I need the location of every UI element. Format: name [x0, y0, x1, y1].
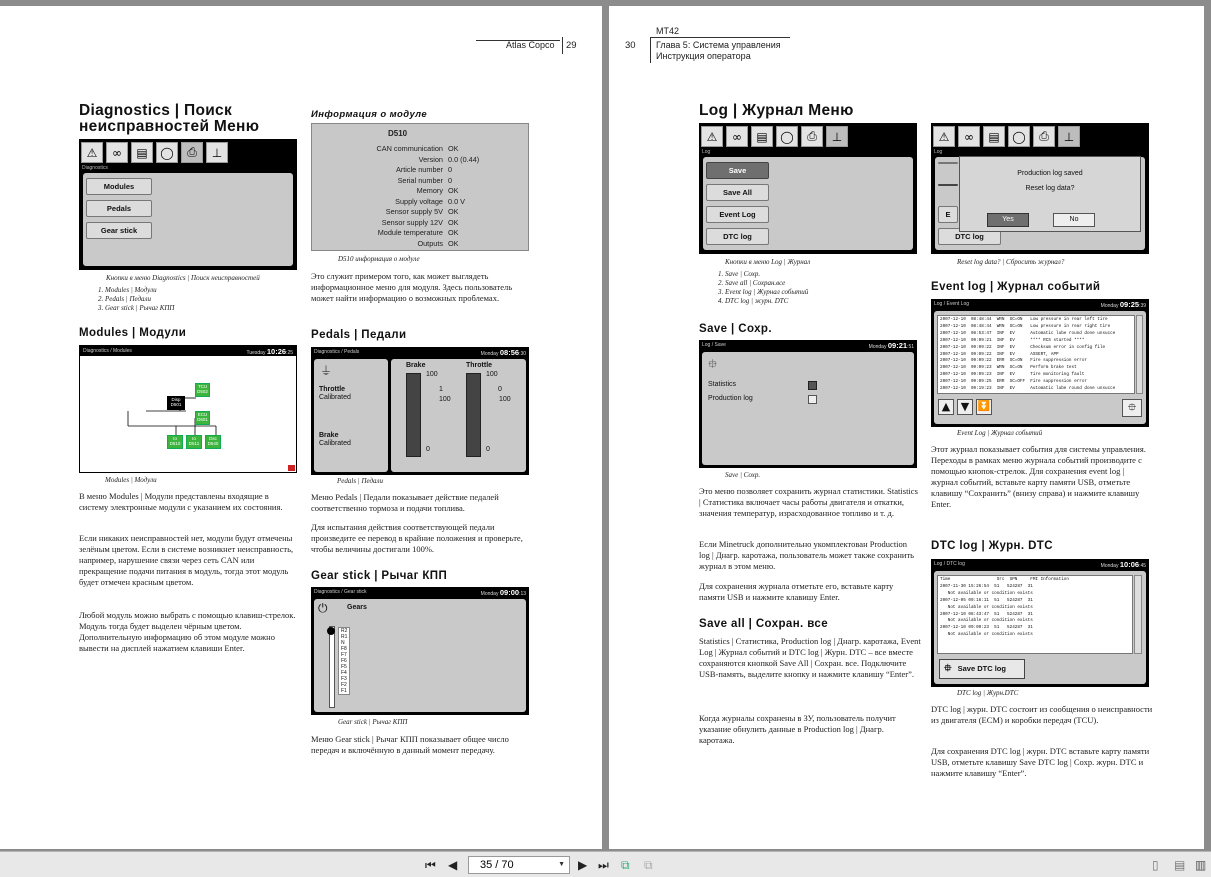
save-paragraph-1: Это меню позволяет сохранить журнал статистики. Statistics | Статистика включает часы работы двигателя и откатки, значения температур, израсходованное топливо и т. д.: [699, 486, 918, 518]
brake-state: Calibrated: [319, 440, 351, 447]
info-key: Serial number: [397, 175, 443, 185]
info-value: OK: [448, 217, 459, 227]
save-all-paragraph-1: Statistics | Статистика, Production log | Днагр. каротажа, Event Log | Журнал событий и DTC log | Журн. DTC – все вместе сохраняются кнопкой Save All | Сохран. все. Подключите USB-память, выделите кнопку и нажмите клавишу “Enter”.: [699, 636, 921, 679]
list-item: 2. Pedals | Педали: [105, 295, 174, 304]
module-dsc-d540[interactable]: Dsc D540: [205, 435, 221, 449]
module-tcu[interactable]: TCU D502: [195, 383, 210, 397]
chart-icon[interactable]: ⊥: [1058, 126, 1080, 147]
brake-bar-max: 100: [426, 371, 438, 378]
previous-page-icon[interactable]: ◀: [448, 858, 458, 872]
list-item: 2. Save all | Сохран.все: [725, 279, 808, 288]
gear-stick-button[interactable]: Gear stick: [86, 222, 152, 239]
save-button[interactable]: Save: [706, 162, 769, 179]
screen-path: Diagnostics / Gear stick: [314, 589, 367, 595]
log-row: 2007-12-10 09:19:23 INF EV Automatic lube round done unsucce: [940, 386, 1116, 392]
screen-topbar: [80, 346, 296, 356]
brake-bar-title: Brake: [406, 362, 426, 369]
navigate-icon: ⯐: [708, 357, 718, 371]
gear-stick-caption: Gear stick | Рычаг КПП: [338, 718, 408, 726]
document-icon[interactable]: ▤: [983, 126, 1005, 147]
event-log-list[interactable]: [937, 315, 1135, 394]
scrollbar[interactable]: [1136, 315, 1143, 394]
save-all-button[interactable]: Save All: [706, 184, 769, 201]
statistics-checkbox[interactable]: [808, 381, 817, 390]
go-back-view-icon[interactable]: ⧉: [621, 858, 630, 872]
clock: Monday 10:06:45: [1100, 560, 1146, 569]
header-brand: Atlas Copco: [506, 40, 555, 50]
clock-seconds: 51: [908, 344, 914, 350]
log-row: 2007-12-05 09:16:11 51 524287 31: [940, 597, 1033, 603]
gear-track: [329, 626, 335, 708]
reset-dialog: [959, 156, 1141, 232]
info-value: OK: [448, 186, 459, 195]
dtc-log-caption: DTC log | Журн.DTC: [957, 689, 1019, 697]
clock-seconds: 30: [520, 351, 526, 357]
gear-stick-title: Gear stick | Рычаг КПП: [311, 570, 448, 582]
clock-time: 10:06: [1119, 560, 1140, 569]
screen-topbar: [311, 587, 529, 597]
page-down-icon[interactable]: ⏬: [976, 399, 992, 415]
clock-seconds: 13: [520, 591, 526, 597]
info-row: [312, 165, 528, 174]
clock: Monday 09:25:39: [1100, 300, 1146, 309]
warning-icon[interactable]: ⚠: [81, 142, 103, 163]
list-item: 3. Event log | Журнал событий: [725, 288, 808, 297]
screen-body: [83, 173, 293, 266]
info-value: OK: [448, 238, 459, 248]
document-icon[interactable]: ▤: [751, 126, 773, 147]
device-id: D510: [388, 129, 408, 138]
info-key: Memory: [416, 186, 443, 195]
clock-time: 09:00: [499, 588, 520, 597]
page-30: [609, 6, 1204, 849]
clock-day: Monday: [868, 344, 887, 350]
clock-time: 09:25: [1119, 300, 1140, 309]
info-row: [312, 218, 528, 227]
throttle-bar-value: 0: [498, 386, 502, 393]
pedals-screen: [311, 347, 529, 475]
scrollbar[interactable]: [1134, 575, 1142, 654]
clock-day: Monday: [480, 351, 499, 357]
module-info-paragraph: Это служит примером того, как может выглядеть информационное меню для модуля. Здесь пользователь может найти информацию о возможных проблемах.: [311, 271, 513, 303]
arrow-down-icon[interactable]: ▼: [957, 399, 973, 415]
info-value: OK: [448, 207, 459, 216]
chart-icon[interactable]: ⊥: [206, 142, 228, 163]
gear-panel: [314, 599, 526, 712]
module-disp[interactable]: Disp D501: [167, 396, 185, 410]
brake-bar-min: 0: [426, 446, 430, 453]
info-row: [312, 144, 528, 153]
dialog-message: Production log saved: [1017, 170, 1083, 177]
pedal-bars-panel: [391, 359, 526, 472]
module-diagram: [80, 356, 296, 472]
clock-seconds: 45: [1140, 563, 1146, 569]
dtc-log-screen: [931, 559, 1149, 687]
list-item: 4. DTC log | журн. DTC: [725, 297, 808, 306]
log-row: Time Src SPN FMI Information: [940, 577, 1069, 582]
modules-screen: [79, 345, 297, 473]
log-menu-caption: Кнопки в меню Log | Журнал: [725, 258, 811, 266]
first-page-icon[interactable]: ⏮: [425, 858, 436, 872]
save-all-button[interactable]: [938, 184, 958, 186]
screen-topbar: [699, 340, 917, 350]
dtc-log-button[interactable]: DTC log: [706, 228, 769, 245]
gears-label: Gears: [347, 604, 367, 611]
module-io-d511[interactable]: Io D511: [186, 435, 202, 449]
dialog-question: Reset log data?: [1025, 185, 1075, 192]
save-paragraph-2: Если Minetruck дополнительно укомплектован Production log | Днагр. каротажа, пользователь может также сохранить журнал в этом меню.: [699, 539, 915, 571]
clock-day: Monday: [1100, 303, 1119, 309]
gear-item: F5: [341, 664, 347, 670]
info-row: [312, 176, 528, 185]
dtc-log-paragraph-1: DTC log | журн. DTC состоит из сообщения о неисправности из двигателя (ECM) и коробки передач (TCU).: [931, 704, 1153, 725]
log-row: 2007-11-30 15:26:54 51 524287 31: [940, 583, 1033, 589]
toolbar: [931, 123, 1149, 149]
log-row: Not available or condition exists: [940, 590, 1033, 596]
chevron-down-icon[interactable]: ▼: [558, 861, 565, 868]
throttle-bar-title: Throttle: [466, 362, 493, 369]
gear-item: F8: [341, 646, 347, 652]
header-model: MT42: [656, 26, 680, 36]
no-button[interactable]: No: [1053, 213, 1095, 227]
dtc-log-button[interactable]: DTC log: [938, 228, 1001, 245]
pedal-icon: ⏚: [320, 364, 333, 378]
info-value: 0.0 (0.44): [448, 154, 480, 164]
log-row: Not available or condition exists: [940, 604, 1033, 610]
pedals-button[interactable]: Pedals: [86, 200, 152, 217]
production-log-checkbox[interactable]: [808, 395, 817, 404]
clock: Monday 09:00:13: [480, 588, 526, 597]
modules-paragraph-3: Любой модуль можно выбрать с помощью клавиш-стрелок. Модуль тогда будет выделен чёрным цветом. Дополнительную информацию об этом модуле можно вывести на дисплей нажатием клавиши Enter.: [79, 610, 296, 653]
event-log-button[interactable]: E: [938, 206, 958, 223]
info-row: [312, 228, 528, 237]
log-menu-title: Log | Журнал Меню: [699, 102, 854, 119]
log-screen: [699, 123, 917, 254]
throttle-bar: [466, 373, 481, 457]
module-info-title: Информация о модуле: [311, 109, 428, 120]
save-screen: [699, 340, 917, 468]
clock-day: Monday: [480, 591, 499, 597]
diagnostics-title: [79, 103, 259, 135]
save-dtc-log-button[interactable]: [939, 659, 1025, 679]
clock-day: Monday: [1100, 563, 1119, 569]
page-number: 29: [566, 40, 577, 51]
throttle-bar-value-max: 100: [499, 396, 511, 403]
gear-item: F7: [341, 652, 347, 658]
brake-bar-value: 1: [439, 386, 443, 393]
dtc-log-title: DTC log | Журн. DTC: [931, 540, 1053, 552]
log-row: 2007-12-10 09:09:22 INF EV Checksum error in config file: [940, 344, 1106, 350]
gear-stick-screen: [311, 587, 529, 715]
log-row: 2007-12-10 09:09:23 INF EV Tire monitoring fault: [940, 372, 1085, 378]
two-page-icon[interactable]: ▥: [1195, 858, 1207, 872]
event-log-title: Event log | Журнал событий: [931, 281, 1101, 293]
throttle-label: Throttle: [319, 386, 346, 393]
log-row: 2007-12-10 09:09:23 WRN SC=ON Perform brake test: [940, 365, 1077, 371]
glasses-icon[interactable]: ∞: [958, 126, 980, 147]
screen-path: Diagnostics / Pedals: [314, 349, 360, 355]
screen-path: Log / Save: [702, 342, 726, 348]
gear-item: F3: [341, 676, 347, 682]
gear-item: F4: [341, 670, 347, 676]
info-value: OK: [448, 144, 459, 153]
pedals-paragraph-1: Меню Pedals | Педали показывает действие педалей соответственно тормоза и подачи топлива.: [311, 492, 499, 513]
event-log-button[interactable]: Event Log: [706, 206, 769, 223]
pedal-status-panel: [314, 359, 388, 472]
clock-day: Tuesday: [246, 350, 266, 356]
screen-topbar: [311, 347, 529, 357]
log-row: 2007-12-10 09:09:23 51 524287 31: [940, 625, 1033, 631]
statistics-label: Statistics: [708, 381, 737, 388]
save-all-title: Save all | Сохран. все: [699, 618, 829, 630]
pedals-title: Pedals | Педали: [311, 329, 407, 341]
clock: Tuesday 10:26:25: [246, 347, 293, 356]
viewer-toolbar: [0, 851, 1211, 877]
continuous-page-icon[interactable]: ▤: [1174, 858, 1186, 872]
header-doc: Инструкция оператора: [656, 51, 751, 61]
bell-icon[interactable]: ◯: [1008, 126, 1030, 147]
single-page-icon[interactable]: ▯: [1152, 858, 1159, 872]
header-rule: [650, 37, 790, 38]
status-indicator: [288, 465, 295, 471]
log-row: 2007-12-10 08:43:47 51 524287 31: [940, 611, 1033, 617]
gear-item: F1: [341, 688, 347, 694]
go-forward-view-icon[interactable]: ⧉: [644, 858, 653, 872]
gear-stick-icon: ⏻: [318, 601, 328, 615]
module-io-d510[interactable]: Io D510: [167, 435, 183, 449]
brake-bar-value-max: 100: [439, 396, 451, 403]
gear-stick-paragraph: Меню Gear stick | Рычаг КПП показывает общее число передач и включённую в данный момент передачу.: [311, 734, 509, 755]
screen-topbar: [931, 559, 1149, 569]
save-dtc-log-label: Save DTC log: [957, 664, 1006, 673]
log-row: Not available or condition exists: [940, 632, 1033, 638]
navigate-icon: ⯐: [944, 663, 952, 674]
diagnostics-screen: [79, 139, 297, 270]
info-value: OK: [448, 228, 459, 237]
page-number: 30: [625, 40, 636, 51]
arrow-up-icon[interactable]: ▲: [938, 399, 954, 415]
reset-dialog-caption: Reset log data? | Сбросить журнал?: [957, 258, 1065, 266]
modules-paragraph-1: В меню Modules | Модули представлены входящие в систему электронные модули с указанием их состояния.: [79, 491, 283, 512]
clock-seconds: 25: [287, 350, 293, 356]
save-button[interactable]: [938, 162, 958, 164]
reset-log-screen: [931, 123, 1149, 254]
glasses-icon[interactable]: ∞: [726, 126, 748, 147]
log-row: 2007-12-10 08:53:47 INF EV Automatic lube round done unsucce: [940, 330, 1116, 336]
printer-icon[interactable]: ⎙: [181, 142, 203, 163]
bell-icon[interactable]: ◯: [776, 126, 798, 147]
screen-title: Log: [931, 149, 1149, 157]
info-key: CAN communication: [376, 144, 443, 153]
warning-icon[interactable]: ⚠: [933, 126, 955, 147]
info-row: [312, 197, 528, 206]
log-row: 2007-12-10 09:09:22 INF EV ASSERT, APP: [940, 351, 1059, 357]
throttle-bar-max: 100: [486, 371, 498, 378]
printer-icon[interactable]: ⎙: [1033, 126, 1055, 147]
clock-time: 09:21: [887, 341, 908, 350]
throttle-bar-min: 0: [486, 446, 490, 453]
info-row: [312, 239, 528, 248]
event-log-screen: [931, 299, 1149, 427]
header-divider: [562, 37, 563, 54]
save-caption: Save | Сохр.: [725, 471, 761, 479]
dtc-log-panel: [934, 571, 1146, 684]
info-key: Sensor supply 12V: [381, 217, 443, 227]
info-key: Article number: [395, 165, 443, 174]
warning-icon[interactable]: ⚠: [701, 126, 723, 147]
gear-item: R1: [341, 634, 348, 640]
info-row: [312, 207, 528, 216]
screen-path: Diagnostics / Modules: [83, 348, 132, 354]
log-row: 2007-12-10 09:09:21 INF EV **** RCS started ****: [940, 337, 1085, 343]
diagnostics-title-line1: Diagnostics | Поиск: [79, 102, 233, 119]
screen-topbar: [931, 299, 1149, 309]
screen-title: Diagnostics: [79, 165, 297, 173]
save-all-paragraph-2: Когда журналы сохранены в ЗУ, пользователь получит указание обнулить данные в Production log | Днагр. каротажа.: [699, 713, 896, 745]
toolbar: [699, 123, 917, 149]
dtc-log-paragraph-2: Для сохранения DTC log | журн. DTC вставьте карту памяти USB, отметьте клавишу Save DTC log | Сохр. журн. DTC и нажмите клавишу “Enter”.: [931, 746, 1150, 778]
info-value: 0: [448, 175, 453, 185]
event-log-caption: Event Log | Журнал событий: [957, 429, 1043, 437]
screen-path: Log / Event Log: [934, 301, 970, 307]
save-icon[interactable]: ⯐: [1122, 399, 1142, 417]
bell-icon[interactable]: ◯: [156, 142, 178, 163]
modules-caption: Modules | Модули: [105, 476, 157, 484]
gear-item: F2: [341, 682, 347, 688]
modules-title: Modules | Модули: [79, 327, 187, 339]
screen-title: Log: [699, 149, 917, 157]
next-page-icon[interactable]: ▶: [578, 858, 588, 872]
page-29: [0, 6, 602, 849]
page-number-field[interactable]: [468, 856, 570, 874]
clock-time: 10:26: [266, 347, 287, 356]
yes-button[interactable]: Yes: [987, 213, 1029, 227]
log-row: 2007-12-10 08:48:44 WRN SC=ON Low pressure in rear left tire: [940, 317, 1108, 322]
info-key: Module temperature: [377, 228, 443, 237]
glasses-icon[interactable]: ∞: [106, 142, 128, 163]
log-row: 2007-12-10 09:09:22 ERR SC=ON Fire suppression error: [940, 358, 1087, 364]
log-row: 2007-12-10 09:09:25 ERR SC=OFF Fire suppression error: [940, 379, 1087, 385]
pedals-caption: Pedals | Педали: [337, 477, 384, 485]
gear-item: N: [341, 640, 345, 646]
screen-body: [703, 157, 913, 250]
gear-indicator: [327, 627, 335, 635]
header-chapter: Глава 5: Система управления: [656, 40, 781, 50]
info-key: Supply voltage: [395, 196, 443, 206]
event-log-panel: [934, 311, 1146, 424]
gear-list: [338, 627, 350, 695]
list-item: 1. Modules | Модули: [105, 286, 174, 295]
clock: Monday 08:56:30: [480, 348, 526, 357]
pedals-paragraph-2: Для испытания действия соответствующей педали произведите ее перевод в крайние положения и проверьте, чтобы величины достигали 100%.: [311, 522, 523, 554]
module-info-panel: [311, 123, 529, 251]
diagnostics-title-line2: неисправностей Меню: [79, 118, 260, 135]
page-indicator: 35 / 70: [480, 859, 514, 871]
save-paragraph-3: Для сохранения журнала отметьте его, вставьте карту памяти USB и нажмите клавишу Enter.: [699, 581, 894, 602]
gear-item: F6: [341, 658, 347, 664]
module-info-caption: D510 информация о модуле: [338, 255, 420, 263]
info-value: 0.0 V: [448, 196, 466, 206]
info-key: Sensor supply 5V: [385, 207, 443, 216]
brake-label: Brake: [319, 432, 339, 439]
last-page-icon[interactable]: ⏭: [598, 858, 609, 872]
diagnostics-list: [81, 286, 174, 313]
throttle-state: Calibrated: [319, 394, 351, 401]
production-log-label: Production log: [708, 395, 753, 402]
dtc-log-list[interactable]: [937, 575, 1133, 654]
save-title: Save | Сохр.: [699, 323, 772, 335]
clock: Monday 09:21:51: [868, 341, 914, 350]
modules-paragraph-2: Если никаких неисправностей нет, модули будут отмечены зелёным цветом. Если в системе возникнет неисправность, например, нарушение связи через сеть CAN или прекращение подачи питания в модуль, тогда этот модуль будет отмечен красным цветом.: [79, 533, 294, 587]
clock-time: 08:56: [499, 348, 520, 357]
modules-button[interactable]: Modules: [86, 178, 152, 195]
brake-bar: [406, 373, 421, 457]
clock-seconds: 39: [1140, 303, 1146, 309]
log-row: 2007-12-10 08:48:44 WRN SC=ON Low pressure in rear right tire: [940, 323, 1111, 329]
list-item: 3. Gear stick | Рычаг КПП: [105, 304, 174, 313]
module-ecu[interactable]: ECU D601: [195, 411, 210, 425]
chart-icon[interactable]: ⊥: [826, 126, 848, 147]
info-row: [312, 186, 528, 195]
log-menu-list: [701, 270, 808, 306]
gear-item: R2: [341, 628, 348, 634]
info-value: 0: [448, 165, 453, 174]
log-row: Not available or condition exists: [940, 618, 1033, 624]
toolbar: [79, 139, 297, 165]
printer-icon[interactable]: ⎙: [801, 126, 823, 147]
event-log-paragraph: Этот журнал показывает события для системы управления. Переходы в рамках меню журнала событий производите с помощью кнопок-стрелок. Для сохранения event log | журнал событий, вставьте карту памяти USB, отметьте клавишу “Сохранить” (внизу справа) и нажмите клавишу Enter.: [931, 444, 1146, 509]
document-icon[interactable]: ▤: [131, 142, 153, 163]
header-divider: [650, 37, 651, 63]
diagnostics-caption: Кнопки в меню Diagnostics | Поиск неисправностей: [106, 274, 260, 282]
info-row: [312, 155, 528, 164]
info-key: Version: [418, 154, 443, 164]
screen-path: Log / DTC log: [934, 561, 965, 567]
list-item: 1. Save | Сохр.: [725, 270, 808, 279]
info-key: Outputs: [417, 238, 443, 248]
save-panel: [702, 352, 914, 465]
